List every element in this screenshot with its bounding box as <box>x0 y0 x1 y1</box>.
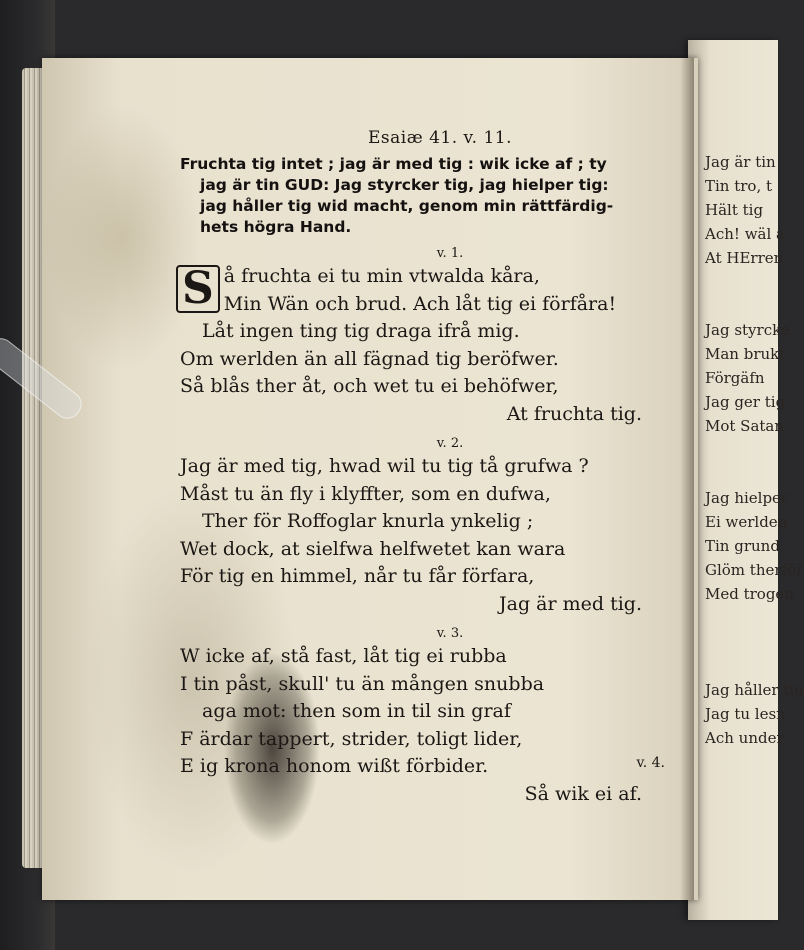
facing-line: Jag hielper <box>705 489 789 507</box>
verse-number: v. 1. <box>436 246 464 261</box>
facing-gap <box>705 294 765 318</box>
facing-gap <box>705 606 765 630</box>
page-text <box>180 128 660 808</box>
scripture-quote <box>180 154 660 238</box>
quote-line: jag håller tig wid macht, genom min rättfärdig- <box>200 197 614 215</box>
facing-line: Jag ger tig <box>705 393 786 411</box>
verse-line: Jag är med tig, hwad wil tu tig tå grufwa ? <box>180 455 589 477</box>
verse-3 <box>180 643 660 808</box>
verse-line: Jag är med tig. <box>499 592 642 615</box>
facing-line: Jag håller tig <box>705 681 804 699</box>
catchword: v. 4. <box>636 755 665 771</box>
facing-line: Man brukt <box>705 345 786 363</box>
facing-line: Glöm therför <box>705 561 804 579</box>
facing-gap <box>705 630 765 654</box>
facing-line: Jag tu lesn <box>705 705 786 723</box>
facing-gap <box>705 462 765 486</box>
quote-line: Fruchta tig intet ; jag är med tig : wik icke af ; ty <box>180 155 607 173</box>
facing-line: At HErren <box>705 249 784 267</box>
book-gutter <box>680 58 694 900</box>
verse-line: Om werlden än all fägnad tig beröfwer. <box>180 347 559 370</box>
verse-line: å fruchta ei tu min vtwalda kåra, <box>223 265 540 287</box>
verse-line: aga mot: then som in til sin graf <box>202 700 511 722</box>
facing-line: Mot Satan <box>705 417 785 435</box>
facing-gap <box>705 270 765 294</box>
verse-line: Så wik ei af. <box>524 782 642 805</box>
facing-line: Tin grund <box>705 537 780 555</box>
verse-1 <box>180 263 660 428</box>
verse-line: Låt ingen ting tig draga ifrå mig. <box>202 320 520 342</box>
facing-line: Ach! wäl a <box>705 225 785 243</box>
facing-line: Hält tig <box>705 201 764 219</box>
facing-gap <box>705 438 765 462</box>
scripture-reference: Esaiæ 41. v. 11. <box>368 128 512 148</box>
verse-line: Min Wän och brud. Ach låt tig ei förfåra! <box>223 292 617 315</box>
verse-line: At fruchta tig. <box>506 402 642 425</box>
drop-cap: S <box>176 265 220 313</box>
quote-line: jag är tin GUD: Jag styrcker tig, jag hielper tig: <box>200 176 609 194</box>
verse-line: Måst tu än fly i klyffter, som en dufwa, <box>180 482 551 505</box>
verse-line: För tig en himmel, når tu får förfara, <box>180 565 535 587</box>
verse-number: v. 3. <box>436 626 464 641</box>
facing-line: Jag är tin <box>705 153 776 171</box>
verse-line: Ther för Roffoglar knurla ynkelig ; <box>202 510 534 532</box>
facing-line: Ei werlden <box>705 513 788 531</box>
verse-line: I tin påst, skull' tu än mången snubba <box>180 672 545 695</box>
verse-2 <box>180 453 660 618</box>
verse-line: Wet dock, at sielfwa helfwetet kan wara <box>180 537 566 560</box>
facing-line: Jag styrcke <box>705 321 791 339</box>
verse-line: W icke af, stå fast, låt tig ei rubba <box>180 645 507 667</box>
facing-line: Tin tro, t <box>705 177 773 195</box>
facing-line: Förgäfn <box>705 369 765 387</box>
quote-line: hets högra Hand. <box>200 218 352 236</box>
verse-line: Så blås ther åt, och wet tu ei behöfwer, <box>180 375 559 397</box>
facing-page-text <box>705 150 804 750</box>
facing-line: Ach under <box>705 729 784 747</box>
verse-line: F ärdar tappert, strider, toligt lider, <box>180 727 523 750</box>
facing-gap <box>705 654 765 678</box>
facing-line: Med trogen <box>705 585 794 603</box>
verse-line: E ig krona honom wißt förbider. <box>180 755 489 777</box>
verse-number: v. 2. <box>436 436 464 451</box>
